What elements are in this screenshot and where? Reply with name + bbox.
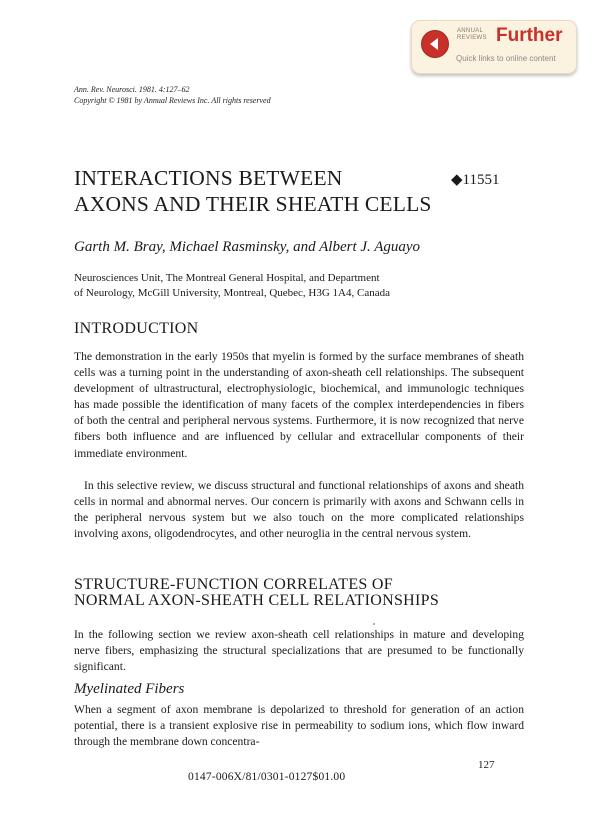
intro-paragraph-2: In this selective review, we discuss structural and functional relationships of axons and sheath cells in normal and abnormal nerves. Our concern is primarily with axons and Schwann cells in the peripheral nervous system but we also touch on the more complicated relationships involving axons, oligodendrocytes, and other neuroglia in the central nervous system. [74, 479, 524, 541]
intro-paragraph-1: The demonstration in the early 1950s that myelin is formed by the surface membranes of sheath cells was a turning point in the understanding of axon-sheath cell relationships. The subsequent development of ultrastructural, electrophysiologic, biochemical, and immunologic techniques has made possible the identification of many facets of the complex interdependencies in fibers of both the central and peripheral nervous systems. Furthermore, it is now recognized that nerve fibers both influence and are influenced by cellular and extracellular components of their immediate environment. [74, 350, 524, 460]
article-title-line-2: AXONS AND THEIR SHEATH CELLS [74, 192, 432, 216]
affiliation-line-1: Neurosciences Unit, The Montreal General Hospital, and Department [74, 272, 380, 284]
authors: Garth M. Bray, Michael Rasminsky, and Albert J. Aguayo [74, 239, 421, 255]
copyright-line: Copyright © 1981 by Annual Reviews Inc. All rights reserved [74, 96, 271, 105]
publisher-logo-text: ANNUAL REVIEWS [457, 28, 487, 41]
page-number: 127 [478, 759, 495, 771]
myelinated-fibers-heading: Myelinated Fibers [74, 681, 185, 697]
back-arrow-icon[interactable] [421, 30, 449, 58]
structure-heading-line-1: STRUCTURE-FUNCTION CORRELATES OF [74, 576, 393, 593]
further-brand: Further [496, 25, 563, 46]
scan-speck [373, 623, 375, 625]
structure-paragraph-1: In the following section we review axon-sheath cell relationships in mature and developing nerve fibers, emphasizing the structural specializations that are presumed to be functionally significant. [74, 628, 524, 674]
issn-code: 0147-006X/81/0301-0127$01.00 [188, 771, 346, 783]
journal-citation: Ann. Rev. Neurosci. 1981. 4:127–62 [74, 85, 190, 94]
annual-reviews-further-badge[interactable] [411, 20, 577, 74]
article-code: ◆11551 [451, 172, 500, 188]
myelinated-paragraph-1: When a segment of axon membrane is depolarized to threshold for generation of an action potential, there is a transient explosive rise in permeability to sodium ions, which flow inward through the membrane down concentra- [74, 703, 524, 749]
introduction-heading: INTRODUCTION [74, 320, 199, 337]
structure-heading-line-2: NORMAL AXON-SHEATH CELL RELATIONSHIPS [74, 592, 440, 609]
article-title-line-1: INTERACTIONS BETWEEN [74, 166, 343, 190]
affiliation-line-2: of Neurology, McGill University, Montreal, Quebec, H3G 1A4, Canada [74, 287, 390, 299]
badge-tagline: Quick links to online content [456, 54, 556, 63]
